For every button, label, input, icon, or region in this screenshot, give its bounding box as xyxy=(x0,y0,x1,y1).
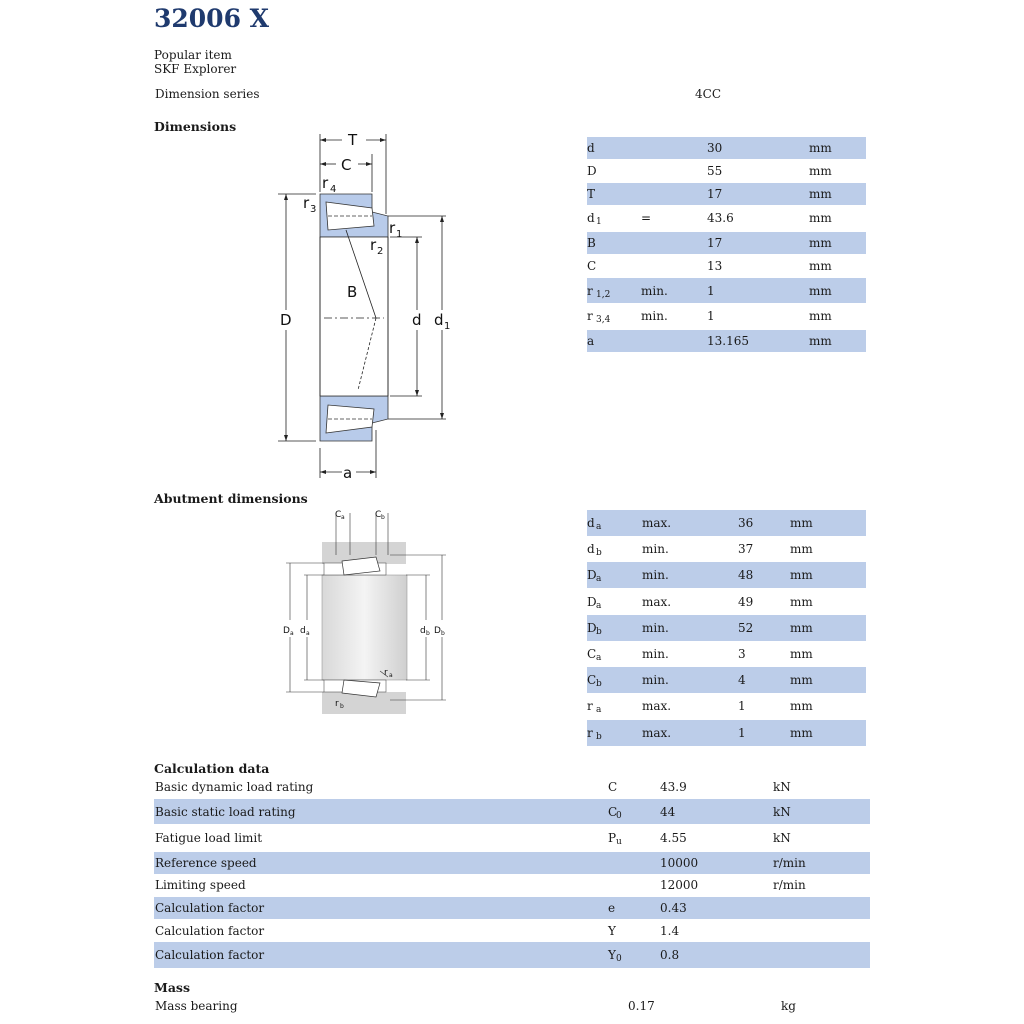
dimension-value: 30 xyxy=(707,141,723,155)
calculation-unit: kN xyxy=(773,804,791,819)
calculation-label: Limiting speed xyxy=(155,878,246,892)
dimension-value: 17 xyxy=(707,236,723,250)
abutment-unit: mm xyxy=(790,620,813,635)
calculation-label: Fatigue load limit xyxy=(155,831,263,845)
abutment-symbol-sub: b xyxy=(596,731,602,742)
label-r4: r xyxy=(322,174,329,192)
calculation-symbol: Y xyxy=(608,948,616,962)
ab-label-Db-sub: b xyxy=(441,630,445,637)
dimension-series-value: 4CC xyxy=(695,87,721,101)
dimension-symbol: a xyxy=(587,334,595,348)
abutment-qualifier: max. xyxy=(642,594,672,609)
label-d: d xyxy=(412,311,422,329)
label-C: C xyxy=(341,156,352,174)
abutment-qualifier: max. xyxy=(642,699,672,714)
abutment-row xyxy=(587,667,866,693)
tag-popular: Popular item xyxy=(154,48,232,62)
abutment-qualifier: max. xyxy=(642,725,672,740)
calculation-value: 43.9 xyxy=(660,780,687,794)
dimension-row xyxy=(587,183,866,205)
abutment-drawing xyxy=(280,505,450,720)
abutment-symbol-sub: a xyxy=(596,522,602,532)
ab-label-Db: D xyxy=(434,626,441,636)
ab-label-ra-sub: a xyxy=(389,672,393,679)
abutment-row xyxy=(587,615,866,641)
calculation-label: Calculation factor xyxy=(155,901,265,915)
abutment-symbol: r xyxy=(587,725,593,740)
calculation-label: Basic dynamic load rating xyxy=(155,780,314,794)
abutment-unit: mm xyxy=(790,594,813,609)
calculation-row xyxy=(154,942,870,968)
abutment-qualifier: min. xyxy=(642,542,669,557)
dimension-unit: mm xyxy=(809,187,832,201)
abutment-symbol: d xyxy=(587,542,595,557)
abutment-value: 37 xyxy=(738,542,754,557)
abutment-value: 48 xyxy=(738,568,754,583)
label-a: a xyxy=(343,464,353,482)
dimension-row xyxy=(587,137,866,159)
calculation-symbol: C xyxy=(608,780,618,794)
calculation-row xyxy=(154,897,870,919)
dimension-unit: mm xyxy=(809,211,832,225)
dimension-symbol: B xyxy=(587,236,596,250)
dimension-value: 1 xyxy=(707,309,715,323)
calculation-label: Calculation factor xyxy=(155,948,265,962)
ab-label-ra: r xyxy=(384,668,388,678)
mass-value: 0.17 xyxy=(628,999,655,1013)
abutment-qualifier: min. xyxy=(642,620,669,635)
dimension-symbol: r xyxy=(587,309,593,323)
label-D: D xyxy=(280,311,292,329)
abutment-symbol: D xyxy=(587,594,597,609)
section-mass: Mass xyxy=(154,980,191,995)
calculation-row xyxy=(154,920,870,942)
abutment-qualifier: min. xyxy=(642,568,669,583)
abutment-value: 3 xyxy=(738,647,746,661)
dimension-unit: mm xyxy=(809,259,832,273)
abutment-symbol-sub: b xyxy=(596,679,602,690)
dimension-row xyxy=(587,330,866,352)
ab-label-Cb: C xyxy=(375,510,382,520)
dimension-value: 17 xyxy=(707,187,723,201)
abutment-symbol-sub: a xyxy=(596,653,602,663)
ab-label-Da: D xyxy=(283,626,290,636)
dimension-value: 43.6 xyxy=(707,211,734,225)
abutment-unit: mm xyxy=(790,673,813,688)
dimension-unit: mm xyxy=(809,236,832,250)
abutment-row xyxy=(587,641,866,667)
dimension-qualifier: min. xyxy=(641,283,668,298)
dimension-symbol: C xyxy=(587,259,597,273)
calculation-label: Calculation factor xyxy=(155,924,265,938)
dimension-row xyxy=(587,160,866,182)
dimension-symbol-sub: 1 xyxy=(596,217,602,227)
abutment-value: 52 xyxy=(738,620,754,635)
dimension-symbol-sub: 1,2 xyxy=(596,289,611,300)
calculation-value: 1.4 xyxy=(660,924,680,938)
dimension-unit: mm xyxy=(809,309,832,323)
label-d1-sub: 1 xyxy=(444,321,451,332)
abutment-symbol: D xyxy=(587,620,597,635)
label-r1: r xyxy=(389,219,396,237)
ab-label-Ca: C xyxy=(335,510,342,520)
calculation-unit: r/min xyxy=(773,878,806,892)
calculation-row xyxy=(154,799,870,824)
calculation-label: Reference speed xyxy=(155,856,257,870)
abutment-symbol: C xyxy=(587,673,597,688)
abutment-symbol-sub: a xyxy=(596,705,602,716)
abutment-symbol-sub: b xyxy=(596,548,602,559)
abutment-row xyxy=(587,536,866,562)
abutment-value: 1 xyxy=(738,699,746,714)
abutment-qualifier: min. xyxy=(642,647,669,661)
abutment-value: 1 xyxy=(738,725,746,740)
dimension-value: 1 xyxy=(707,283,715,298)
dimension-qualifier: = xyxy=(641,211,652,225)
label-r2-sub: 2 xyxy=(377,246,384,257)
label-d1: d xyxy=(434,311,444,329)
dimension-row xyxy=(587,255,866,277)
dimension-symbol: r xyxy=(587,283,593,298)
abutment-value: 4 xyxy=(738,673,746,688)
calculation-unit: r/min xyxy=(773,856,806,870)
calculation-unit: kN xyxy=(773,780,791,794)
abutment-qualifier: max. xyxy=(642,516,672,530)
label-r4-sub: 4 xyxy=(330,184,337,195)
calculation-value: 0.8 xyxy=(660,948,680,962)
abutment-row xyxy=(587,720,866,746)
dimension-row xyxy=(587,304,866,328)
label-B: B xyxy=(347,283,358,301)
mass-label: Mass bearing xyxy=(155,999,238,1013)
ab-label-rb: r xyxy=(335,699,339,709)
calculation-label: Basic static load rating xyxy=(155,804,296,819)
abutment-value: 49 xyxy=(738,594,754,609)
calculation-symbol: e xyxy=(608,901,616,915)
abutment-row xyxy=(587,693,866,719)
abutment-unit: mm xyxy=(790,647,813,661)
dimension-symbol: d xyxy=(587,141,595,155)
page-title: 32006 X xyxy=(154,4,270,33)
calculation-value: 12000 xyxy=(660,878,699,892)
ab-label-db: d xyxy=(420,626,426,636)
section-calculation: Calculation data xyxy=(154,761,270,776)
calculation-symbol-sub: 0 xyxy=(616,954,622,964)
calculation-row xyxy=(154,874,870,896)
dimension-unit: mm xyxy=(809,283,832,298)
dimension-symbol: d xyxy=(587,211,595,225)
abutment-unit: mm xyxy=(790,542,813,557)
dimension-row xyxy=(587,232,866,254)
dimension-unit: mm xyxy=(809,141,832,155)
tag-explorer: SKF Explorer xyxy=(154,62,237,76)
abutment-qualifier: min. xyxy=(642,673,669,688)
abutment-row xyxy=(587,510,866,536)
dimension-row xyxy=(587,278,866,303)
label-r3-sub: 3 xyxy=(310,204,317,215)
calculation-value: 10000 xyxy=(660,856,699,870)
abutment-symbol: r xyxy=(587,699,593,714)
calculation-row xyxy=(154,776,870,798)
calculation-symbol: C xyxy=(608,804,618,819)
section-abutment: Abutment dimensions xyxy=(154,491,308,506)
dimension-qualifier: min. xyxy=(641,309,668,323)
abutment-unit: mm xyxy=(790,699,813,714)
abutment-unit: mm xyxy=(790,725,813,740)
calculation-value: 44 xyxy=(660,804,676,819)
abutment-row xyxy=(587,589,866,615)
abutment-symbol: C xyxy=(587,647,597,661)
abutment-symbol: D xyxy=(587,568,597,583)
dimension-symbol: T xyxy=(587,187,596,201)
dimension-unit: mm xyxy=(809,164,832,178)
calculation-unit: kN xyxy=(773,831,791,845)
dimension-symbol-sub: 3,4 xyxy=(596,315,611,325)
calculation-symbol: P xyxy=(608,831,617,845)
abutment-unit: mm xyxy=(790,516,813,530)
abutment-symbol-sub: b xyxy=(596,626,602,637)
abutment-symbol-sub: a xyxy=(596,600,602,611)
calculation-value: 0.43 xyxy=(660,901,687,915)
label-r2: r xyxy=(370,236,377,254)
abutment-symbol-sub: a xyxy=(596,574,602,585)
calculation-row xyxy=(154,825,870,851)
ab-label-Cb-sub: b xyxy=(381,514,385,521)
mass-unit: kg xyxy=(781,999,796,1013)
label-r3: r xyxy=(303,194,310,212)
calculation-row xyxy=(154,852,870,874)
abutment-row xyxy=(587,562,866,588)
label-T: T xyxy=(348,131,358,149)
ab-label-db-sub: b xyxy=(426,630,430,637)
ab-label-Da-sub: a xyxy=(290,630,294,637)
calculation-symbol-sub: u xyxy=(616,837,622,847)
label-r1-sub: 1 xyxy=(396,229,403,240)
dimension-series-label: Dimension series xyxy=(155,87,260,101)
dimension-value: 13 xyxy=(707,259,723,273)
ab-label-da: d xyxy=(300,626,306,636)
calculation-symbol: Y xyxy=(608,924,616,938)
dimension-row xyxy=(587,206,866,230)
abutment-value: 36 xyxy=(738,516,754,530)
bearing-dimension-drawing xyxy=(276,130,456,482)
dimension-unit: mm xyxy=(809,334,832,348)
dimension-symbol: D xyxy=(587,164,597,178)
calculation-symbol-sub: 0 xyxy=(616,810,622,821)
abutment-unit: mm xyxy=(790,568,813,583)
section-dimensions: Dimensions xyxy=(154,119,237,134)
dimension-value: 55 xyxy=(707,164,723,178)
ab-label-da-sub: a xyxy=(306,630,310,637)
ab-label-Ca-sub: a xyxy=(341,514,345,521)
abutment-symbol: d xyxy=(587,516,595,530)
calculation-value: 4.55 xyxy=(660,831,687,845)
ab-label-rb-sub: b xyxy=(340,703,344,710)
dimension-value: 13.165 xyxy=(707,334,749,348)
